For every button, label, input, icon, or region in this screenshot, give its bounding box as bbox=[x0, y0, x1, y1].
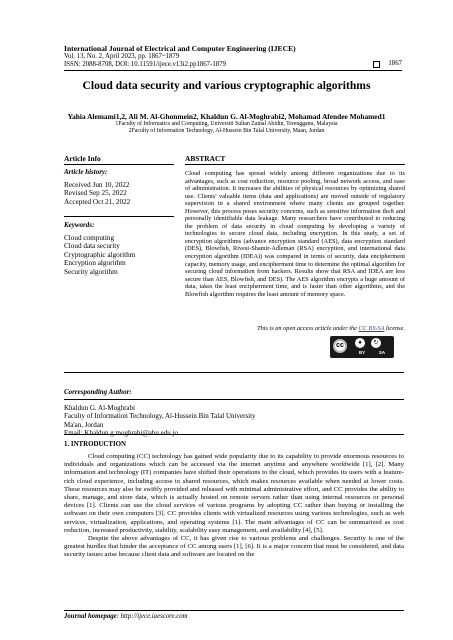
keyword-item: Cloud data security bbox=[64, 242, 120, 251]
journal-issn: ISSN: 2088-8708, DOI: 10.11591/ijece.v13i2.pp1867-1879 bbox=[64, 61, 226, 69]
body-paragraph: Despite the above advantages of CC, it has given rise to various problems and challenges. Security is one of the greatest hurdles that hinder the acceptance of CC among users [1], [6]. It is a major concern that must be considered, and data security issues arise because client data and software are located on the bbox=[64, 535, 404, 559]
corresponding-author bbox=[64, 388, 404, 438]
license-badge-labels: BY SA bbox=[352, 350, 392, 356]
open-access-note: This is an open access article under the CC BY-SA license. bbox=[257, 325, 405, 332]
affiliation-2: 2Faculty of Information Technology, Al-Hussein Bin Talal University, Maan, Jordan bbox=[128, 128, 325, 134]
journal-header bbox=[64, 44, 404, 69]
paper-title: Cloud data security and various cryptographic algorithms bbox=[82, 79, 371, 92]
journal-homepage: Journal homepage: http://ijece.iaescore.com bbox=[64, 613, 188, 620]
journal-name: International Journal of Electrical and Computer Engineering (IJECE) bbox=[64, 44, 296, 53]
journal-volume: Vol. 13, No. 2, April 2023, pp. 1867~1879 bbox=[64, 53, 180, 60]
revised-date: Revised Sep 25, 2022 bbox=[64, 189, 127, 198]
introduction-section bbox=[64, 440, 404, 560]
cc-license-badge[interactable] bbox=[330, 336, 394, 358]
cc-icon: cc bbox=[333, 339, 347, 353]
keyword-item: Security algorithm bbox=[64, 267, 118, 276]
author-list: Yahia Alemami1,2, Ali M. Al-Ghonmein2, Khaldun G. Al-Moghrabi2, Mohamad Afendee Mohamed1 bbox=[67, 112, 386, 121]
body-paragraph: Cloud computing (CC) technology has gained wide popularity due to its capability to provide enormous resources to individuals and organizations which can be accessed via the internet anytime and anywhere worldwide [1], [2]. Many information and technology (IT) companies have shifted their operations to the cloud, which provides its users with a feature-rich cloud experience, including access to shared resources, which makes resources available when needed at lower costs. These resources may also be swiftly provided and released with minimal administrative effort, and CC provides the ability to share, manage, and store data, which is actually hosted on remote servers rather than using internal resources or personal devices [1]. Clients can use the cloud services of various programs by adopting CC rather than buying or installing the software on their own computers [3]. CC provides clients with virtualized resources using various technologies, such as web services, virtualization, applications, and operating systems [1]. The main advantages of CC can be summarized as cost reduction, increased productivity, stability, scalability easy management, and availability [4], [5]. bbox=[64, 453, 404, 534]
corresponding-heading: Corresponding Author: bbox=[64, 388, 132, 396]
abstract-text: Cloud computing has spread widely among different organizations due to its advantages, such as cost reduction, resource pooling, broad network access, and ease of administration. It increases the abilities of physical resources by optimizing shared use. Clients' valuable items (data and applications) are moved outside of regulatory supervision in a shared environment where many clients are grouped together. However, this process poses security concerns, such as sensitive information theft and personally identifiable data leakage. Many researchers have contributed to reducing the problem of data security in cloud computing by developing a variety of technologies to secure cloud data, including encryption. In this study, a set of encryption algorithms (advance encryption standard (AES), data encryption standard (DES), Blowfish, Rivest-Shamir-Adleman (RSA) encryption, and international data encryption algorithm (IDEA)) was compared in terms of security, data encipherment capacity, memory usage, and encipherment time to determine the optimal algorithm for securing cloud information from hackers. Results show that RSA and IDEA are less secure than AES, Blowfish, and DES). The AES algorithm encrypts a huge amount of data, takes the least encipherment time, and is faster than other algorithms, and the Blowfish algorithm requires the least amount of memory space. bbox=[185, 170, 405, 298]
homepage-link[interactable]: : http://ijece.iaescore.com bbox=[116, 613, 188, 620]
article-history-heading: Article history: bbox=[64, 168, 108, 176]
received-date: Received Jun 10, 2022 bbox=[64, 180, 130, 189]
page-number: 1867 bbox=[373, 60, 402, 68]
author-email: Email: Khaldun.g.moghrabi@ahu.edu.jo bbox=[64, 429, 178, 438]
keywords-heading: Keywords: bbox=[64, 221, 95, 229]
article-info-heading: Article Info bbox=[64, 154, 101, 163]
author-name: Khaldun G. Al-Moghrabi bbox=[64, 403, 135, 412]
keyword-item: Cloud computing bbox=[64, 233, 115, 242]
corresponding-end-rule bbox=[64, 434, 404, 435]
article-info-rule bbox=[64, 164, 174, 165]
abstract-heading: ABSTRACT bbox=[185, 154, 226, 163]
square-icon bbox=[373, 61, 380, 68]
header-divider bbox=[64, 70, 402, 71]
author-affiliation: Faculty of Information Technology, Al-Hussein Bin Talal University bbox=[64, 412, 256, 421]
article-history bbox=[64, 168, 174, 206]
affiliations bbox=[40, 121, 413, 135]
person-icon: ● bbox=[355, 338, 365, 348]
affiliation-1: 1Faculty of Informatics and Computing, Universiti Sultan Zainal Abidin, Terengganu, Malaysia bbox=[115, 121, 338, 127]
abstract-rule bbox=[185, 164, 405, 165]
keyword-item: Cryptographic algorithm bbox=[64, 250, 136, 259]
keyword-item: Encryption algorithm bbox=[64, 259, 126, 268]
footer-divider bbox=[64, 610, 404, 611]
keywords bbox=[64, 221, 174, 277]
history-rule bbox=[64, 216, 174, 217]
section-divider bbox=[64, 372, 404, 373]
share-alike-icon: ↻ bbox=[371, 338, 381, 348]
license-link[interactable]: CC BY-SA bbox=[358, 325, 385, 332]
introduction-heading: 1. INTRODUCTION bbox=[64, 441, 127, 448]
accepted-date: Accepted Oct 21, 2022 bbox=[64, 197, 131, 206]
author-location: Ma'an, Jordan bbox=[64, 420, 104, 429]
corresponding-rule bbox=[64, 399, 404, 400]
